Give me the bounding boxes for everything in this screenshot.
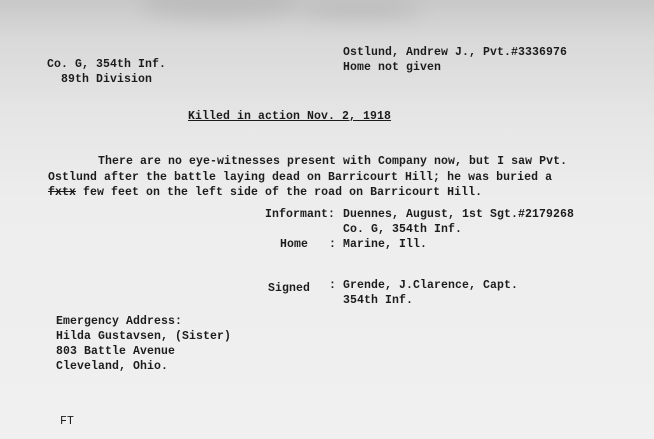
home-value: : Marine, Ill. [329,238,428,251]
informant-unit: Co. G, 354th Inf. [343,223,463,236]
body-line-2: Ostlund after the battle laying dead on Barricourt Hill; he was buried a [48,171,553,184]
informant-name: Duennes, August, 1st Sgt.#2179268 [343,208,575,221]
body-line-3 [48,186,482,200]
document-title: Killed in action Nov. 2, 1918 [188,110,392,123]
signed-name: : Grende, J.Clarence, Capt. [329,279,519,292]
informant-label: Informant: [265,208,336,221]
soldier-name: Ostlund, Andrew J., Pvt.#3336976 [343,46,568,59]
paper-smudge [300,0,420,20]
emergency-label: Emergency Address: [56,315,183,328]
emergency-city: Cleveland, Ohio. [56,360,169,373]
soldier-home: Home not given [343,61,442,74]
signed-unit: 354th Inf. [343,294,414,307]
unit-line-2: 89th Division [61,73,153,86]
emergency-street: 803 Battle Avenue [56,345,176,358]
struck-text: fxtx [48,186,77,199]
home-label: Home [280,238,309,251]
body-line-1: There are no eye-witnesses present with Company now, but I saw Pvt. [98,155,568,168]
unit-line-1: Co. G, 354th Inf. [47,58,167,71]
footer-initials: FT [60,415,75,428]
paper-smudge [140,0,300,20]
emergency-name: Hilda Gustavsen, (Sister) [56,330,232,343]
signed-label: Signed [268,282,311,295]
body-line-3-text: few feet on the left side of the road on Barricourt Hill. [83,186,483,199]
